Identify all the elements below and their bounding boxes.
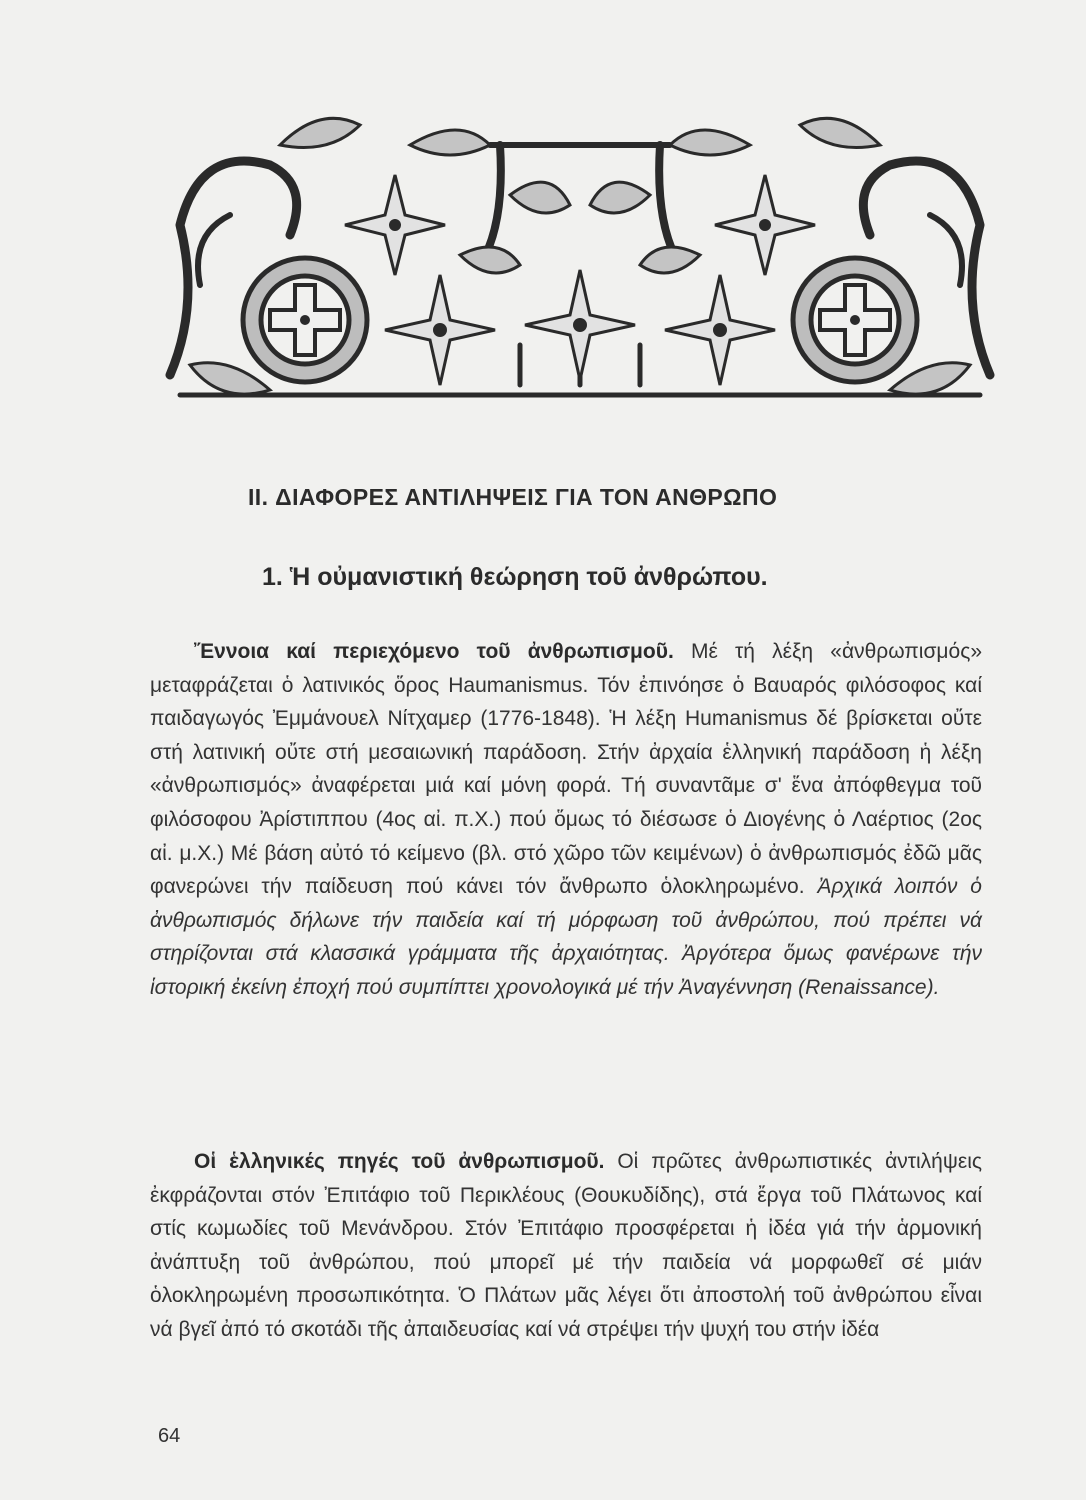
paragraph-greek-sources <box>150 1145 982 1347</box>
paragraph-heading: Οἱ ἑλληνικές πηγές τοῦ ἀνθρωπισμοῦ. <box>194 1150 605 1173</box>
paragraph-heading: Ἔννοια καί περιεχόμενο τοῦ ἀνθρωπισμοῦ. <box>194 640 674 663</box>
decorative-ornament-header <box>160 105 1000 415</box>
chapter-title: II. ΔΙΑΦΟΡΕΣ ΑΝΤΙΛΗΨΕΙΣ ΓΙΑ ΤΟΝ ΑΝΘΡΩΠΟ <box>248 484 778 510</box>
roundel-right-icon <box>793 258 917 382</box>
page-number: 64 <box>158 1425 181 1447</box>
paragraph-humanism-meaning <box>150 635 982 1005</box>
paragraph-body: Οἱ πρῶτες ἀνθρωπιστικές ἀντιλήψεις ἐκφράζονται στόν Ἐπιτάφιο τοῦ Περικλέους (Θουκυδίδης), στά ἔργα τοῦ Πλάτωνος καί στίς κωμωδίες τοῦ Μενάνδρου. Στόν Ἐπιτάφιο προσφέρεται ἡ ἰδέα γιά τήν ἁρμονική ἀνάπτυξη τοῦ ἀνθρώπου, πού μπορεῖ μέ τήν παιδεία νά μορφωθεῖ σέ μιάν ὁλοκληρωμένη προσωπικότητα. Ὁ Πλάτων μᾶς λέγει ὅτι ἀποστολή τοῦ ἀνθρώπου εἶναι νά βγεῖ ἀπό τό σκοτάδι τῆς ἀπαιδευσίας καί νά στρέψει τήν ψυχή του στήν ἰδέα <box>150 1150 982 1341</box>
roundel-left-icon <box>243 258 367 382</box>
paragraph-body: Μέ τή λέξη «ἀνθρωπισμός» μεταφράζεται ὁ λατινικός ὅρος Haumanismus. Τόν ἐπινόησε ὁ Βαυαρός φιλόσοφος καί παιδαγωγός Ἐμμάνουελ Νίτχαμερ (1776-1848). Ἡ λέξη Humanismus δέ βρίσκεται οὔτε στή λατινική οὔτε στή μεσαιωνική παράδοση. Στήν ἀρχαία ἑλληνική παράδοση ἡ λέξη «ἀνθρωπισμός» ἀναφέρεται μιά καί μόνη φορά. Τή συναντᾶμε σ' ἕνα ἀπόφθεγμα τοῦ φιλόσοφου Ἀρίστιππου (4ος αἰ. π.Χ.) πού ὅμως τό διέσωσε ὁ Διογένης ὁ Λαέρτιος (2ος αἰ. μ.Χ.) Μέ βάση αὐτό τό κείμενο (βλ. στό χῶρο τῶν κειμένων) ὁ ἀνθρωπισμός ἐδῶ μᾶς φανερώνει τήν παίδευση πού κάνει τόν ἄνθρωπο ὁλοκληρωμένο. <box>150 640 982 899</box>
paragraph-italic-body: Ἀρχικά λοιπόν ὁ ἀνθρωπισμός δήλωνε τήν παιδεία καί τή μόρφωση τοῦ ἀνθρώπου, πού πρέπει νά στηρίζονται στά κλασσικά γράμματα τῆς ἀρχαιότητας. Ἀργότερα ὅμως φανέρωνε τήν ἱστορική ἐκείνη ἐποχή πού συμπίπτει χρονολογικά μέ τήν Ἀναγέννηση (Renaissance). <box>150 875 982 999</box>
section-title: 1. Ἡ οὐμανιστική θεώρηση τοῦ ἀνθρώπου. <box>262 563 768 591</box>
